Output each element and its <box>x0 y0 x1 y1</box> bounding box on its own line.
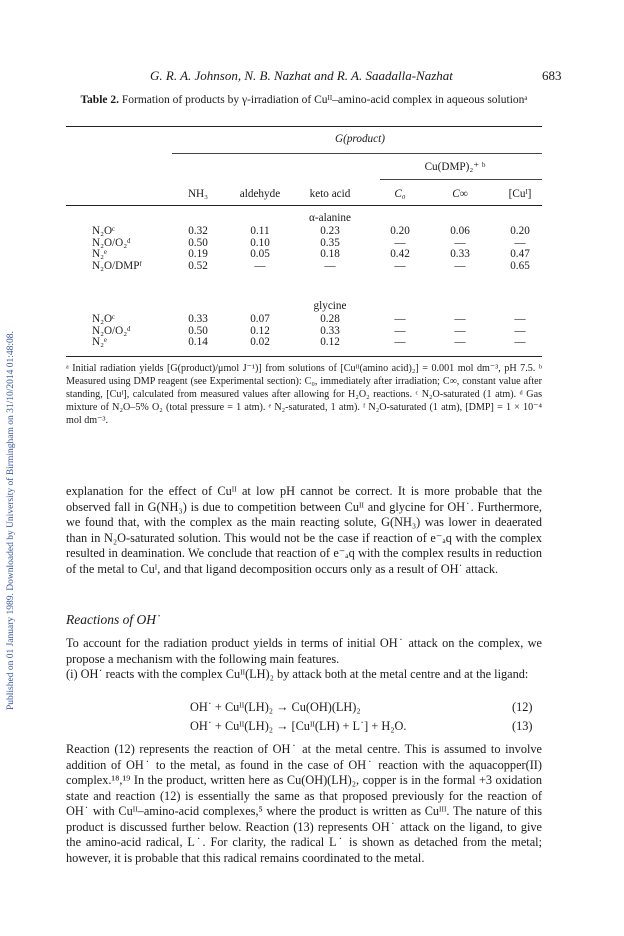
col-header: NH₃ <box>187 188 209 200</box>
table-cell: — <box>454 336 466 348</box>
col-header: C₀ <box>394 188 406 200</box>
group-rule <box>172 153 542 154</box>
table-cell: 0.33 <box>320 324 340 337</box>
table-cell: 0.50 <box>188 324 208 337</box>
table-cell: 0.12 <box>250 324 270 337</box>
table-cell: 0.10 <box>250 236 270 249</box>
page-number: 683 <box>542 68 562 83</box>
download-watermark: Published on 01 January 1989. Downloaded by University of Birmingham on 31/10/2014 01:48:08. <box>6 331 16 710</box>
table-cell: 0.14 <box>188 336 208 348</box>
table-cell: 0.33 <box>188 313 208 325</box>
col-header: C∞ <box>452 188 468 200</box>
table-cell: 0.20 <box>390 225 410 237</box>
subgroup-rule <box>380 179 542 180</box>
table-cell: — <box>454 324 466 337</box>
col-header: [Cuᴵ] <box>508 188 532 200</box>
table-caption-text: Formation of products by γ-irradiation of Cuᴵᴵ–amino-acid complex in aqueous solutionᵃ <box>121 94 528 106</box>
table-cell: 0.07 <box>250 313 270 325</box>
row-label: N₂ᵉ <box>92 336 107 348</box>
table-cell: 0.18 <box>320 248 340 260</box>
table-cell: 0.20 <box>510 225 530 237</box>
section-label: glycine <box>313 300 347 312</box>
table-cell: — <box>394 324 406 337</box>
table-cell: — <box>394 336 406 348</box>
table-cell: — <box>324 259 336 272</box>
col-header: aldehyde <box>239 188 281 200</box>
table-cell: — <box>514 313 526 325</box>
table-cell: 0.33 <box>450 248 470 260</box>
table-cell: 0.23 <box>320 225 340 237</box>
row-label: N₂O/O₂ᵈ <box>92 236 131 249</box>
subgroup-header: Cu(DMP)₂⁺ ᵇ <box>424 161 486 173</box>
table-cell: 0.05 <box>250 248 270 260</box>
paragraph: To account for the radiation product yields in terms of initial OH˙ attack on the complex, we propose a mechanism with the following main features. <box>66 636 542 666</box>
section-label: α-alanine <box>309 212 351 224</box>
table-cell: 0.35 <box>320 236 340 249</box>
row-label: N₂O/DMPᶠ <box>92 259 142 272</box>
table-cell: 0.12 <box>320 336 340 348</box>
table-cell: — <box>454 259 466 272</box>
table-cell: — <box>254 259 266 272</box>
table-cell: — <box>514 324 526 337</box>
table-cell: — <box>394 236 406 249</box>
table-cell: — <box>514 236 526 249</box>
equation-text: OH˙ + Cuᴵᴵ(LH)₂ → [Cuᴵᴵ(LH) + L˙] + H₂O. <box>190 719 407 733</box>
table-cell: — <box>454 236 466 249</box>
table-cell: 0.42 <box>390 248 410 260</box>
table-cell: — <box>394 259 406 272</box>
table-caption <box>66 93 542 107</box>
paragraph: (i) OH˙ reacts with the complex Cuᴵᴵ(LH)₂ by attack both at the metal centre and at the ligand: <box>66 667 529 681</box>
col-header: keto acid <box>309 188 351 200</box>
running-header: G. R. A. Johnson, N. B. Nazhat and R. A. Saadalla-Nazhat <box>150 68 453 83</box>
table-top-rule <box>66 126 542 127</box>
section-heading: Reactions of OH˙ <box>66 612 161 627</box>
group-header: G(product) <box>335 133 385 145</box>
paragraph: Reaction (12) represents the reaction of OH˙ at the metal centre. This is assumed to involve addition of OH˙ to the metal, as found in the case of OH˙ reaction with the aquacopper(II) complex.¹⁸,¹⁹ In the product, written here as Cu(OH)(LH)₂, copper is in the formal +3 oxidation state and reaction (12) is essentially the same as that proposed previously for the reaction of OH˙ with Cuᴵᴵ–amino-acid complexes,⁵ where the product is written as Cuᴵᴵᴵ. The nature of this product is discussed further below. Reaction (13) represents OH˙ attack on the ligand, to give the amino-acid radical, L˙. For clarity, the radical L˙ is shown as detached from the metal; however, it is probable that this radical remains coordinated to the metal. <box>66 742 542 865</box>
table-cell: 0.11 <box>250 225 270 237</box>
table-cell: 0.28 <box>320 313 340 325</box>
table-cell: 0.52 <box>188 259 208 272</box>
table-footnote: ᵃ Initial radiation yields [G(product)/μmol J⁻¹)] from solutions of [Cuᴵᴵ(amino acid)₂] = 0.001 mol dm⁻³, pH 7.5. ᵇ Measured using DMP reagent (see Experimental section): C₀, immediately after irradiation; C∞, constant value after standing, [Cuᴵ], calculated from measured values after allowing for H₂O₂ reactions. ᶜ N₂O-saturated (1 atm). ᵈ Gas mixture of N₂O–5% O₂ (total pressure = 1 atm). ᵉ N₂-saturated, 1 atm). ᶠ N₂O-saturated (1 atm), [DMP] = 1 × 10⁻⁴ mol dm⁻³. <box>66 363 542 426</box>
row-label: N₂O/O₂ᵈ <box>92 324 131 337</box>
row-label: N₂Oᶜ <box>92 313 115 325</box>
row-label: N₂ᵉ <box>92 248 107 260</box>
table-cell: 0.19 <box>188 248 208 260</box>
table-cell: 0.06 <box>450 225 470 237</box>
table-cell: 0.50 <box>188 236 208 249</box>
header-bottom-rule <box>66 205 542 206</box>
equation-number: (12) <box>512 700 533 714</box>
table-cell: 0.65 <box>510 259 530 272</box>
table-cell: 0.47 <box>510 248 530 260</box>
table-bottom-rule <box>66 356 542 357</box>
equation-text: OH˙ + Cuᴵᴵ(LH)₂ → Cu(OH)(LH)₂ <box>190 700 361 714</box>
table-number: Table 2. <box>80 94 119 106</box>
table-cell: 0.02 <box>250 336 270 348</box>
table-cell: 0.32 <box>188 225 208 237</box>
paragraph: explanation for the effect of Cuᴵᴵ at low pH cannot be correct. It is more probable that the observed fall in G(NH₃) is due to competition between Cuᴵᴵ and glycine for OH˙. Furthermore, we found that, with the complex as the main reacting solute, G(NH₃) was lower in deaerated than in N₂O-saturated solution. This would not be the case if reaction of e⁻ₐq with the complex resulted in deamination. We conclude that reaction of e⁻ₐq with the complex results in reduction of the metal to Cuᴵ, and that ligand decomposition occurs only as a result of OH˙ attack. <box>66 484 542 576</box>
table-cell: — <box>394 313 406 325</box>
equation-number: (13) <box>512 719 533 733</box>
table-cell: — <box>514 336 526 348</box>
table-cell: — <box>454 313 466 325</box>
row-label: N₂Oᶜ <box>92 225 115 237</box>
